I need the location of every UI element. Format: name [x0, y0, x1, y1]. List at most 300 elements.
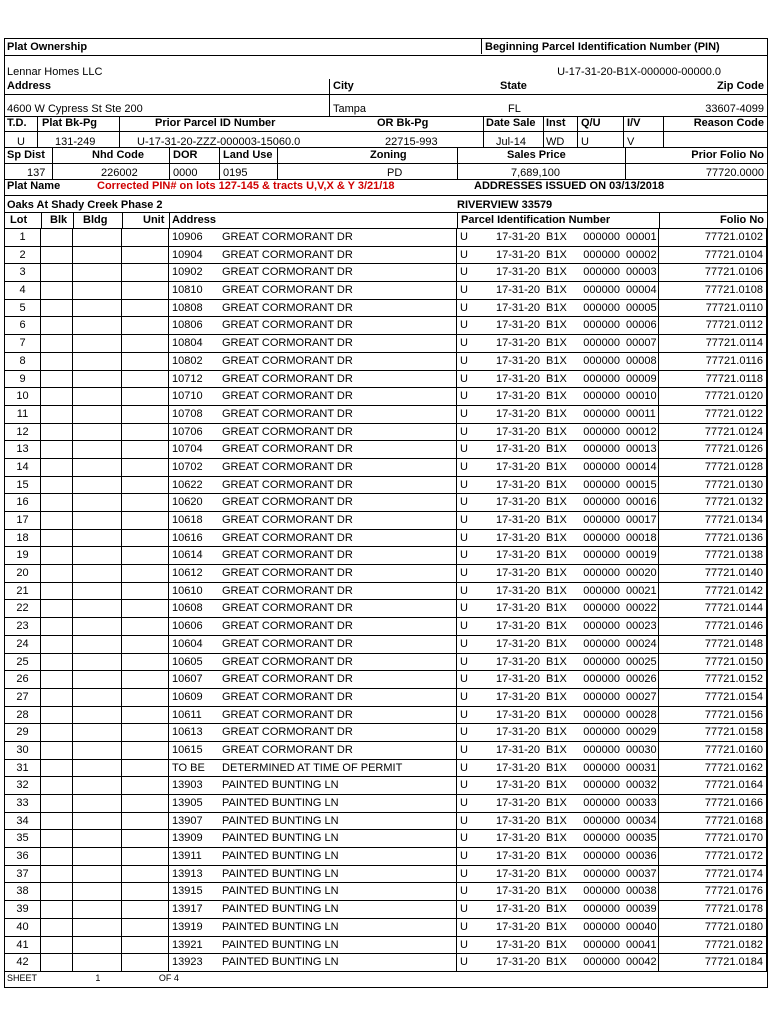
table-row — [5, 883, 767, 901]
empty-cell — [41, 618, 73, 635]
lot-cell: 22 — [5, 600, 41, 617]
empty-cell — [122, 830, 169, 847]
table-row — [5, 247, 767, 265]
empty-cell — [73, 901, 122, 918]
col-blk: Blk — [50, 214, 68, 226]
empty-cell — [73, 830, 122, 847]
street-name: PAINTED BUNTING LN — [219, 937, 457, 954]
iv-value: V — [627, 136, 635, 148]
subdivision-code: B1X — [546, 531, 567, 544]
section: 17-31-20 — [495, 602, 540, 615]
empty-cell — [41, 264, 73, 281]
td-code: U — [460, 637, 468, 650]
parcel-number: 00001 — [623, 229, 659, 246]
table-row — [5, 600, 767, 618]
section: 17-31-20 — [495, 531, 540, 544]
parcel-number: 00029 — [623, 724, 659, 741]
subdivision-code: B1X — [546, 832, 567, 845]
block-code: 000000 — [583, 478, 620, 491]
block-code: 000000 — [583, 354, 620, 367]
section: 17-31-20 — [495, 850, 540, 863]
folio-number: 77721.0182 — [659, 937, 767, 954]
empty-cell — [122, 406, 169, 423]
table-row — [5, 777, 767, 795]
street-name: PAINTED BUNTING LN — [219, 883, 457, 900]
empty-cell — [73, 654, 122, 671]
folio-number: 77721.0106 — [659, 264, 767, 281]
empty-cell — [41, 371, 73, 388]
house-number: 10706 — [172, 425, 203, 438]
lot-cell: 11 — [5, 406, 41, 423]
subdivision-code: B1X — [546, 867, 567, 880]
table-row — [5, 830, 767, 848]
street-name: PAINTED BUNTING LN — [219, 795, 457, 812]
parcel-number: 00004 — [623, 282, 659, 299]
parcel-number: 00002 — [623, 247, 659, 264]
house-number: 10704 — [172, 443, 203, 456]
prior-parcel-label: Prior Parcel ID Number — [155, 117, 276, 129]
parcel-number: 00015 — [623, 477, 659, 494]
folio-number: 77721.0114 — [659, 335, 767, 352]
section: 17-31-20 — [495, 248, 540, 261]
table-row — [5, 760, 767, 778]
section: 17-31-20 — [495, 673, 540, 686]
empty-cell — [122, 477, 169, 494]
section: 17-31-20 — [495, 956, 540, 969]
td-code: U — [460, 938, 468, 951]
empty-cell — [122, 512, 169, 529]
empty-cell — [41, 636, 73, 653]
table-row — [5, 724, 767, 742]
address-value: 4600 W Cypress St Ste 200 — [7, 103, 143, 115]
street-name: GREAT CORMORANT DR — [219, 618, 457, 635]
folio-number: 77721.0138 — [659, 547, 767, 564]
block-code: 000000 — [583, 407, 620, 420]
empty-cell — [122, 813, 169, 830]
parcel-number: 00003 — [623, 264, 659, 281]
block-code: 000000 — [583, 531, 620, 544]
empty-cell — [122, 317, 169, 334]
table-row — [5, 317, 767, 335]
folio-number: 77721.0140 — [659, 565, 767, 582]
lot-cell: 12 — [5, 424, 41, 441]
empty-cell — [122, 777, 169, 794]
empty-cell — [41, 919, 73, 936]
table-row — [5, 264, 767, 282]
table-row — [5, 954, 767, 972]
table-row — [5, 229, 767, 247]
section: 17-31-20 — [495, 938, 540, 951]
empty-cell — [73, 282, 122, 299]
house-number: 10708 — [172, 407, 203, 420]
empty-cell — [41, 901, 73, 918]
street-name: PAINTED BUNTING LN — [219, 866, 457, 883]
zoning-value: PD — [387, 167, 403, 179]
lot-cell: 8 — [5, 353, 41, 370]
section: 17-31-20 — [495, 514, 540, 526]
subdivision-code: B1X — [546, 814, 567, 827]
lot-cell: 2 — [5, 247, 41, 264]
td-code: U — [460, 301, 468, 314]
empty-cell — [122, 883, 169, 900]
divider — [623, 116, 624, 148]
col-pin: Parcel Identification Number — [461, 214, 611, 226]
table-row — [5, 618, 767, 636]
empty-cell — [41, 565, 73, 582]
correction-note: Corrected PIN# on lots 127-145 & tracts U,V,X & Y 3/21/18 — [97, 180, 395, 192]
house-number: 10610 — [172, 584, 203, 597]
divider — [457, 212, 458, 229]
folio-number: 77721.0132 — [659, 494, 767, 511]
empty-cell — [73, 707, 122, 724]
reason-code-label: Reason Code — [693, 117, 764, 129]
parcel-number: 00010 — [623, 388, 659, 405]
lot-cell: 38 — [5, 883, 41, 900]
table-row — [5, 371, 767, 389]
house-number: 13913 — [172, 867, 203, 880]
land-use-label: Land Use — [223, 149, 273, 161]
empty-cell — [41, 848, 73, 865]
subdivision-code: B1X — [546, 850, 567, 863]
parcel-number: 00016 — [623, 494, 659, 511]
table-row — [5, 654, 767, 672]
td-code: U — [460, 903, 468, 916]
prior-folio-value: 77720.0000 — [705, 167, 764, 179]
folio-number: 77721.0156 — [659, 707, 767, 724]
lot-cell: 30 — [5, 742, 41, 759]
td-code: U — [460, 443, 468, 456]
folio-number: 77721.0152 — [659, 671, 767, 688]
col-unit: Unit — [143, 214, 165, 226]
or-bkpg-value: 22715-993 — [385, 136, 438, 148]
empty-cell — [73, 919, 122, 936]
parcel-number: 00035 — [623, 830, 659, 847]
lot-cell: 5 — [5, 300, 41, 317]
folio-number: 77721.0102 — [659, 229, 767, 246]
house-number: 13905 — [172, 797, 203, 809]
house-number: 10902 — [172, 266, 203, 279]
block-code: 000000 — [583, 903, 620, 916]
subdivision-code: B1X — [546, 761, 567, 774]
td-code: U — [460, 797, 468, 809]
block-code: 000000 — [583, 390, 620, 403]
parcel-number: 00032 — [623, 777, 659, 794]
subdivision-code: B1X — [546, 726, 567, 739]
section: 17-31-20 — [495, 478, 540, 491]
folio-number: 77721.0146 — [659, 618, 767, 635]
subdivision-code: B1X — [546, 443, 567, 456]
house-number: 10810 — [172, 284, 203, 297]
subdivision-code: B1X — [546, 231, 567, 243]
empty-cell — [73, 247, 122, 264]
block-code: 000000 — [583, 655, 620, 668]
section: 17-31-20 — [495, 814, 540, 827]
parcel-number: 00017 — [623, 512, 659, 529]
house-number: 10618 — [172, 514, 203, 526]
parcel-number: 00038 — [623, 883, 659, 900]
house-number: 10710 — [172, 390, 203, 403]
table-row — [5, 300, 767, 318]
lot-cell: 41 — [5, 937, 41, 954]
empty-cell — [73, 388, 122, 405]
sp-dist-label: Sp Dist — [7, 149, 45, 161]
owner-name: Lennar Homes LLC — [7, 66, 103, 78]
street-name: GREAT CORMORANT DR — [219, 406, 457, 423]
street-name: GREAT CORMORANT DR — [219, 335, 457, 352]
state-value: FL — [508, 103, 521, 115]
plat-bkpg-value: 131-249 — [55, 136, 96, 148]
house-number: 10702 — [172, 460, 203, 473]
divider — [119, 116, 120, 148]
folio-number: 77721.0142 — [659, 583, 767, 600]
folio-number: 77721.0116 — [659, 353, 767, 370]
td-code: U — [460, 850, 468, 863]
block-code: 000000 — [583, 266, 620, 279]
lot-cell: 4 — [5, 282, 41, 299]
empty-cell — [41, 760, 73, 777]
block-code: 000000 — [583, 637, 620, 650]
section: 17-31-20 — [495, 743, 540, 756]
street-name: GREAT CORMORANT DR — [219, 371, 457, 388]
block-code: 000000 — [583, 231, 620, 243]
empty-cell — [122, 300, 169, 317]
empty-cell — [122, 636, 169, 653]
divider — [169, 212, 170, 229]
lot-cell: 29 — [5, 724, 41, 741]
street-name: PAINTED BUNTING LN — [219, 830, 457, 847]
section: 17-31-20 — [495, 425, 540, 438]
street-name: GREAT CORMORANT DR — [219, 724, 457, 741]
house-number: 10615 — [172, 743, 203, 756]
block-code: 000000 — [583, 779, 620, 792]
zoning-label: Zoning — [370, 149, 407, 161]
empty-cell — [41, 707, 73, 724]
empty-cell — [73, 618, 122, 635]
block-code: 000000 — [583, 284, 620, 297]
table-row — [5, 583, 767, 601]
block-code: 000000 — [583, 814, 620, 827]
empty-cell — [41, 494, 73, 511]
street-name: PAINTED BUNTING LN — [219, 919, 457, 936]
td-code: U — [460, 496, 468, 509]
sales-price-value: 7,689,100 — [511, 167, 560, 179]
empty-cell — [73, 600, 122, 617]
table-row — [5, 795, 767, 813]
house-number: 13921 — [172, 938, 203, 951]
divider — [659, 212, 660, 229]
empty-cell — [73, 441, 122, 458]
street-name: GREAT CORMORANT DR — [219, 636, 457, 653]
td-code: U — [460, 425, 468, 438]
section: 17-31-20 — [495, 443, 540, 456]
parcel-number: 00012 — [623, 424, 659, 441]
table-row — [5, 901, 767, 919]
block-code: 000000 — [583, 690, 620, 703]
house-number: 10620 — [172, 496, 203, 509]
section: 17-31-20 — [495, 779, 540, 792]
beginning-pin: U-17-31-20-B1X-000000-00000.0 — [557, 66, 721, 78]
house-number: 10802 — [172, 354, 203, 367]
empty-cell — [122, 353, 169, 370]
empty-cell — [73, 547, 122, 564]
section: 17-31-20 — [495, 284, 540, 297]
house-number: 13923 — [172, 956, 203, 969]
folio-number: 77721.0164 — [659, 777, 767, 794]
empty-cell — [41, 229, 73, 246]
folio-number: 77721.0168 — [659, 813, 767, 830]
block-code: 000000 — [583, 602, 620, 615]
lot-cell: 3 — [5, 264, 41, 281]
subdivision-code: B1X — [546, 956, 567, 969]
empty-cell — [122, 547, 169, 564]
house-number: 10712 — [172, 372, 203, 385]
empty-cell — [73, 954, 122, 971]
folio-number: 77721.0118 — [659, 371, 767, 388]
parcel-number: 00011 — [623, 406, 659, 423]
house-number: 10611 — [172, 708, 202, 721]
street-name: GREAT CORMORANT DR — [219, 671, 457, 688]
divider — [5, 163, 767, 164]
street-name: GREAT CORMORANT DR — [219, 441, 457, 458]
empty-cell — [41, 654, 73, 671]
td-code: U — [460, 655, 468, 668]
table-row — [5, 424, 767, 442]
table-row — [5, 547, 767, 565]
empty-cell — [122, 618, 169, 635]
td-code: U — [460, 460, 468, 473]
section: 17-31-20 — [495, 832, 540, 845]
divider — [483, 116, 484, 148]
block-code: 000000 — [583, 372, 620, 385]
subdivision-code: B1X — [546, 584, 567, 597]
street-name: PAINTED BUNTING LN — [219, 848, 457, 865]
subdivision-code: B1X — [546, 372, 567, 385]
lot-cell: 6 — [5, 317, 41, 334]
empty-cell — [73, 494, 122, 511]
parcel-number: 00014 — [623, 459, 659, 476]
lot-cell: 26 — [5, 671, 41, 688]
block-code: 000000 — [583, 797, 620, 809]
td-code: U — [460, 920, 468, 933]
parcel-number: 00039 — [623, 901, 659, 918]
section: 17-31-20 — [495, 620, 540, 633]
folio-number: 77721.0176 — [659, 883, 767, 900]
folio-number: 77721.0134 — [659, 512, 767, 529]
empty-cell — [41, 300, 73, 317]
parcel-number: 00018 — [623, 530, 659, 547]
plat-sheet — [4, 38, 768, 988]
subdivision-code: B1X — [546, 620, 567, 633]
table-row — [5, 919, 767, 937]
empty-cell — [41, 689, 73, 706]
street-name: GREAT CORMORANT DR — [219, 512, 457, 529]
dor-label: DOR — [173, 149, 198, 161]
prior-parcel-value: U-17-31-20-ZZZ-000003-15060.0 — [137, 136, 301, 148]
dor-value: 0000 — [173, 167, 198, 179]
divider — [5, 212, 767, 213]
empty-cell — [73, 813, 122, 830]
divider — [5, 147, 767, 148]
section: 17-31-20 — [495, 797, 540, 809]
block-code: 000000 — [583, 920, 620, 933]
parcel-number: 00036 — [623, 848, 659, 865]
empty-cell — [122, 954, 169, 971]
folio-number: 77721.0154 — [659, 689, 767, 706]
empty-cell — [41, 547, 73, 564]
table-row — [5, 512, 767, 530]
divider — [5, 55, 767, 56]
nhd-code-label: Nhd Code — [92, 149, 144, 161]
subdivision-code: B1X — [546, 903, 567, 916]
td-code: U — [460, 743, 468, 756]
parcel-number: 00042 — [623, 954, 659, 971]
empty-cell — [73, 724, 122, 741]
parcel-number: 00033 — [623, 795, 659, 812]
empty-cell — [41, 335, 73, 352]
td-code: U — [460, 248, 468, 261]
parcel-number: 00009 — [623, 371, 659, 388]
table-row — [5, 813, 767, 831]
lot-cell: 40 — [5, 919, 41, 936]
table-row — [5, 866, 767, 884]
folio-number: 77721.0162 — [659, 760, 767, 777]
td-code: U — [460, 620, 468, 633]
street-name: GREAT CORMORANT DR — [219, 282, 457, 299]
subdivision-code: B1X — [546, 496, 567, 509]
parcel-number: 00023 — [623, 618, 659, 635]
empty-cell — [122, 919, 169, 936]
empty-cell — [73, 477, 122, 494]
empty-cell — [122, 424, 169, 441]
parcel-number: 00024 — [623, 636, 659, 653]
parcel-number: 00013 — [623, 441, 659, 458]
street-name: GREAT CORMORANT DR — [219, 689, 457, 706]
subdivision-code: B1X — [546, 673, 567, 686]
house-number: 13917 — [172, 903, 203, 916]
subdivision-code: B1X — [546, 797, 567, 809]
street-name: GREAT CORMORANT DR — [219, 565, 457, 582]
section: 17-31-20 — [495, 407, 540, 420]
empty-cell — [41, 883, 73, 900]
parcel-number: 00027 — [623, 689, 659, 706]
table-row — [5, 282, 767, 300]
block-code: 000000 — [583, 514, 620, 526]
plat-bkpg-label: Plat Bk-Pg — [42, 117, 98, 129]
qu-value: U — [581, 136, 589, 148]
parcel-number: 00005 — [623, 300, 659, 317]
td-value: U — [17, 136, 25, 148]
folio-number: 77721.0148 — [659, 636, 767, 653]
house-number: 10612 — [172, 567, 203, 580]
house-number: 10609 — [172, 690, 203, 703]
parcel-number: 00037 — [623, 866, 659, 883]
td-code: U — [460, 231, 468, 243]
sheet-number: 1 — [95, 973, 101, 983]
table-row — [5, 707, 767, 725]
empty-cell — [41, 600, 73, 617]
empty-cell — [41, 388, 73, 405]
folio-number: 77721.0112 — [659, 317, 767, 334]
empty-cell — [122, 530, 169, 547]
lot-cell: 20 — [5, 565, 41, 582]
empty-cell — [122, 282, 169, 299]
house-number: 10604 — [172, 637, 203, 650]
block-code: 000000 — [583, 248, 620, 261]
parcel-number: 00030 — [623, 742, 659, 759]
folio-number: 77721.0120 — [659, 388, 767, 405]
lot-cell: 15 — [5, 477, 41, 494]
empty-cell — [73, 424, 122, 441]
